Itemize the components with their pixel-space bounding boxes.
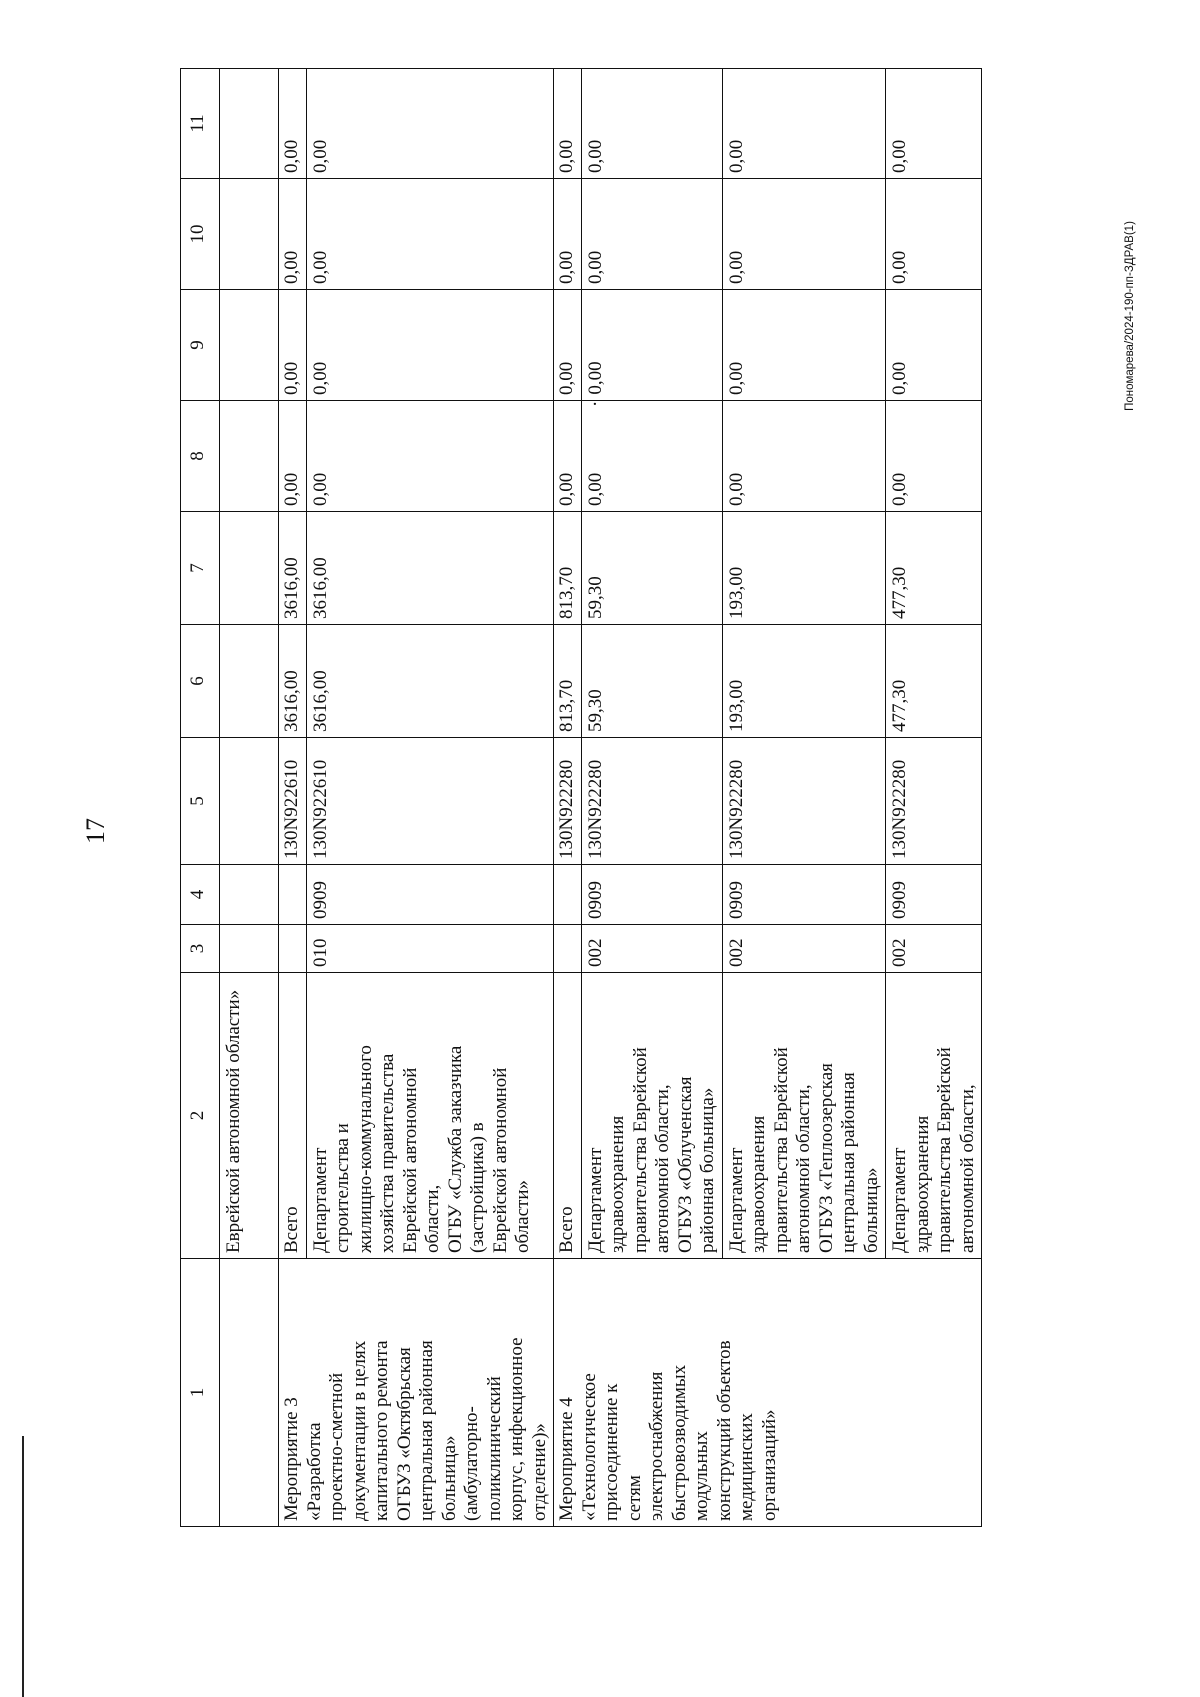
executor: Департамент строительства и жилищно-коммунального хозяйства правительства Еврейской автономной области, ОГБУ «Служба заказчика (застройщика) в Еврейской автономной области»: [306, 973, 554, 1259]
cell-c8: 0,00: [279, 401, 307, 512]
cell-c6: 813,70: [554, 625, 582, 738]
cell-c8: 0,00: [581, 401, 722, 512]
cell-c6: 3616,00: [306, 625, 554, 738]
column-number-row: [181, 69, 220, 1527]
cell-c4: 0909: [722, 865, 886, 925]
cell-c11: 0,00: [279, 69, 307, 179]
cell-c8: 0,00: [722, 401, 886, 512]
cell-c7: 59,30: [581, 512, 722, 625]
cell-c4: [279, 865, 307, 925]
page-number: 17: [81, 818, 110, 844]
executor: Департамент здравоохранения правительства Еврейской автономной области,: [886, 973, 982, 1259]
cell-c10: 0,00: [722, 179, 886, 290]
empty-cell: [220, 865, 279, 925]
empty-cell: [220, 179, 279, 290]
empty-cell: [220, 401, 279, 512]
cell-c9: ·0,00: [581, 290, 722, 401]
col-number: 9: [181, 290, 220, 401]
empty-cell: [220, 69, 279, 179]
cell-c5: 130N922280: [722, 738, 886, 865]
funding-table: [180, 68, 982, 1527]
cell-c9: 0,00: [722, 290, 886, 401]
total-label: Всего: [279, 973, 307, 1259]
cell-c3: 010: [306, 925, 554, 973]
col-number: 5: [181, 738, 220, 865]
cell-c4: 0909: [581, 865, 722, 925]
cell-c7: 3616,00: [306, 512, 554, 625]
col-number: 8: [181, 401, 220, 512]
cell-c3: 002: [581, 925, 722, 973]
cell-c11: 0,00: [306, 69, 554, 179]
footer-document-code: Пономарева/2024-190-пп-ЗДРАВ(1): [1124, 221, 1136, 411]
empty-cell: [220, 1259, 279, 1527]
col-number: 2: [181, 973, 220, 1259]
empty-cell: [220, 290, 279, 401]
cell-c4: 0909: [886, 865, 982, 925]
cell-c7: 193,00: [722, 512, 886, 625]
col-number: 11: [181, 69, 220, 179]
cell-c3: [554, 925, 582, 973]
cell-c11: 0,00: [581, 69, 722, 179]
cell-c6: 477,30: [886, 625, 982, 738]
empty-cell: [220, 738, 279, 865]
cell-c8: 0,00: [554, 401, 582, 512]
col-number: 1: [181, 1259, 220, 1527]
measure4-total-row: [554, 69, 582, 1527]
col-number: 4: [181, 865, 220, 925]
cell-c10: 0,00: [306, 179, 554, 290]
cell-c5: 130N922610: [279, 738, 307, 865]
cell-c11: 0,00: [554, 69, 582, 179]
cell-c4: 0909: [306, 865, 554, 925]
cell-c11: 0,00: [722, 69, 886, 179]
cell-c7: 3616,00: [279, 512, 307, 625]
cell-c4: [554, 865, 582, 925]
col-number: 6: [181, 625, 220, 738]
executor: Департамент здравоохранения правительства Еврейской автономной области, ОГБУЗ «Облученская районная больница»: [581, 973, 722, 1259]
empty-cell: [220, 625, 279, 738]
empty-cell: [220, 512, 279, 625]
cell-c10: 0,00: [279, 179, 307, 290]
empty-cell: [220, 925, 279, 973]
cell-c10: 0,00: [554, 179, 582, 290]
continuation-text: Еврейской автономной области»: [220, 973, 279, 1259]
cell-c5: 130N922280: [581, 738, 722, 865]
rotated-table-wrapper: [180, 69, 1070, 1527]
cell-c11: 0,00: [886, 69, 982, 179]
cell-c6: 59,30: [581, 625, 722, 738]
cell-c3: 002: [886, 925, 982, 973]
col-number: 3: [181, 925, 220, 973]
cell-c5: 130N922610: [306, 738, 554, 865]
measure3-total-row: [279, 69, 307, 1527]
cell-c8: 0,00: [306, 401, 554, 512]
cell-c9: 0,00: [279, 290, 307, 401]
cell-c9: 0,00: [554, 290, 582, 401]
total-label: Всего: [554, 973, 582, 1259]
cell-c10: 0,00: [581, 179, 722, 290]
cell-c6: 193,00: [722, 625, 886, 738]
cell-c8: 0,00: [886, 401, 982, 512]
cell-c5: 130N922280: [554, 738, 582, 865]
col-number: 10: [181, 179, 220, 290]
cell-c9: 0,00: [886, 290, 982, 401]
cell-c10: 0,00: [886, 179, 982, 290]
executor: Департамент здравоохранения правительства Еврейской автономной области, ОГБУЗ «Теплоозерская центральная районная больница»: [722, 973, 886, 1259]
cell-c5: 130N922280: [886, 738, 982, 865]
continuation-row: [220, 69, 279, 1527]
measure3-title: Мероприятие 3 «Разработка проектно-сметной документации в целях капитального ремонта ОГБУЗ «Октябрьская центральная районная больница» (амбулаторно- поликлинический корпус, инфекционное отделение)»: [279, 1259, 554, 1527]
cell-c6: 3616,00: [279, 625, 307, 738]
cell-c3: [279, 925, 307, 973]
cell-c9: 0,00: [306, 290, 554, 401]
cell-c3: 002: [722, 925, 886, 973]
col-number: 7: [181, 512, 220, 625]
cell-c7: 813,70: [554, 512, 582, 625]
measure4-title: Мероприятие 4 «Технологическое присоединение к сетям электроснабжения быстровозводимых модульных конструкций объектов медицинских организаций»: [554, 1259, 982, 1527]
cell-c7: 477,30: [886, 512, 982, 625]
binding-line: [22, 1436, 24, 1697]
